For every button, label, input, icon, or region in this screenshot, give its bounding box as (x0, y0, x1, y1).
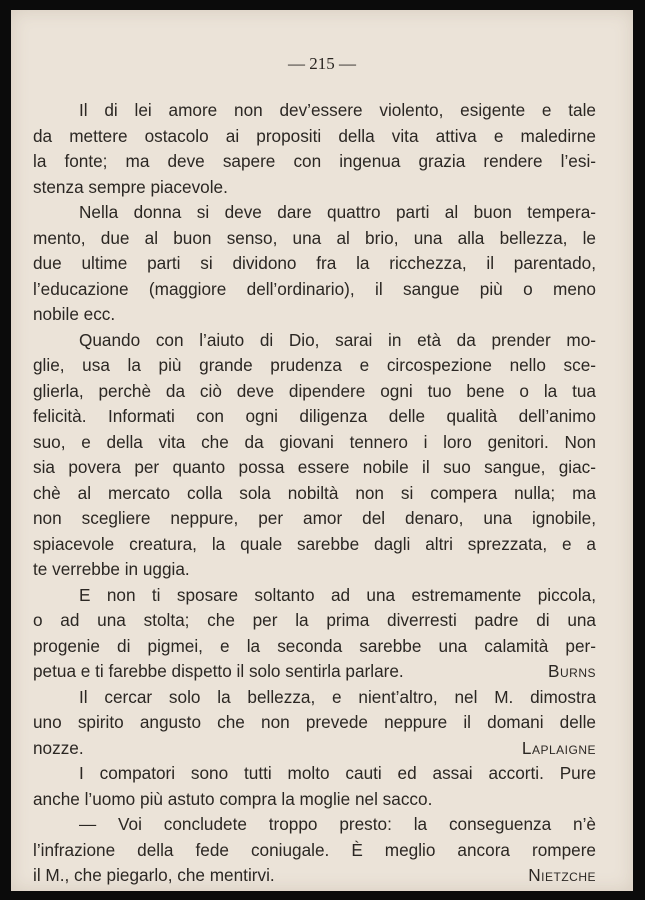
text-line: uno spirito angusto che non prevede neppure il domani delle (33, 712, 596, 732)
page-number: — 215 — (288, 54, 356, 73)
text-line: nobile ecc. (33, 304, 116, 324)
text-line: mento, due al buon senso, una al brio, una alla bellezza, le (33, 227, 596, 248)
text-line: felicità. Informati con ogni diligenza delle qualità dell’animo (33, 406, 596, 426)
text-line: progenie di pigmei, e la seconda sarebbe una calamità per- (33, 635, 596, 656)
text-line: l’infrazione della fede coniugale. È meglio ancora rompere (33, 839, 596, 860)
quote-author: Burns (548, 661, 596, 681)
quote-author: Laplaigne (521, 737, 596, 758)
text-line: la fonte; ma deve sapere con ingenua grazia rendere l’esi- (33, 151, 596, 171)
book-page (11, 10, 633, 891)
text-line: non scegliere neppure, per amor del denaro, una ignobile, (33, 508, 596, 528)
text-line: anche l’uomo più astuto compra la moglie nel sacco. (33, 788, 433, 809)
page-body (33, 98, 596, 889)
text-line: chè al mercato colla sola nobiltà non si compera nulla; ma (33, 482, 596, 503)
text-line: I compatori sono tutti molto cauti ed assai accorti. Pure (79, 763, 596, 783)
text-line: — Voi concludete troppo presto: la conseguenza n’è (79, 814, 596, 834)
text-line: stenza sempre piacevole. (33, 176, 228, 197)
text-line: te verrebbe in uggia. (33, 559, 190, 579)
line-text: petua e ti farebbe dispetto il solo sentirla parlare. (33, 661, 404, 681)
text-line: Il di lei amore non dev’essere violento, esigente e tale (79, 100, 596, 120)
text-line: l’educazione (maggiore dell’ordinario), il sangue più o meno (33, 278, 596, 299)
text-line: o ad una stolta; che per la prima diverresti padre di una (33, 610, 596, 630)
text-line (33, 659, 596, 685)
line-text: nozze. (33, 737, 84, 758)
line-text: il M., che piegarlo, che mentirvi. (33, 865, 275, 885)
text-line: da mettere ostacolo ai propositi della vita attiva e maledirne (33, 125, 596, 146)
text-line (33, 736, 596, 762)
text-line: glie, usa la più grande prudenza e circospezione nello sce- (33, 355, 596, 375)
text-line: Quando con l’aiuto di Dio, sarai in età da prender mo- (79, 329, 596, 350)
text-line: E non ti sposare soltanto ad una estremamente piccola, (79, 584, 596, 605)
quote-author: Nietzche (528, 865, 596, 885)
text-line: Nella donna si deve dare quattro parti al buon tempera- (79, 202, 596, 222)
text-line: Il cercar solo la bellezza, e nient’altro, nel M. dimostra (79, 686, 596, 707)
text-line: due ultime parti si dividono fra la ricchezza, il parentado, (33, 253, 596, 273)
text-line: spiacevole creatura, la quale sarebbe dagli altri sprezzata, e a (33, 533, 596, 554)
text-line: sia povera per quanto possa essere nobile il suo sangue, giac- (33, 457, 596, 477)
text-line: suo, e della vita che da giovani tennero i loro genitori. Non (33, 431, 596, 452)
text-line (33, 863, 596, 889)
text-line: glierla, perchè da ciò deve dipendere ogni tuo bene o la tua (33, 380, 596, 401)
